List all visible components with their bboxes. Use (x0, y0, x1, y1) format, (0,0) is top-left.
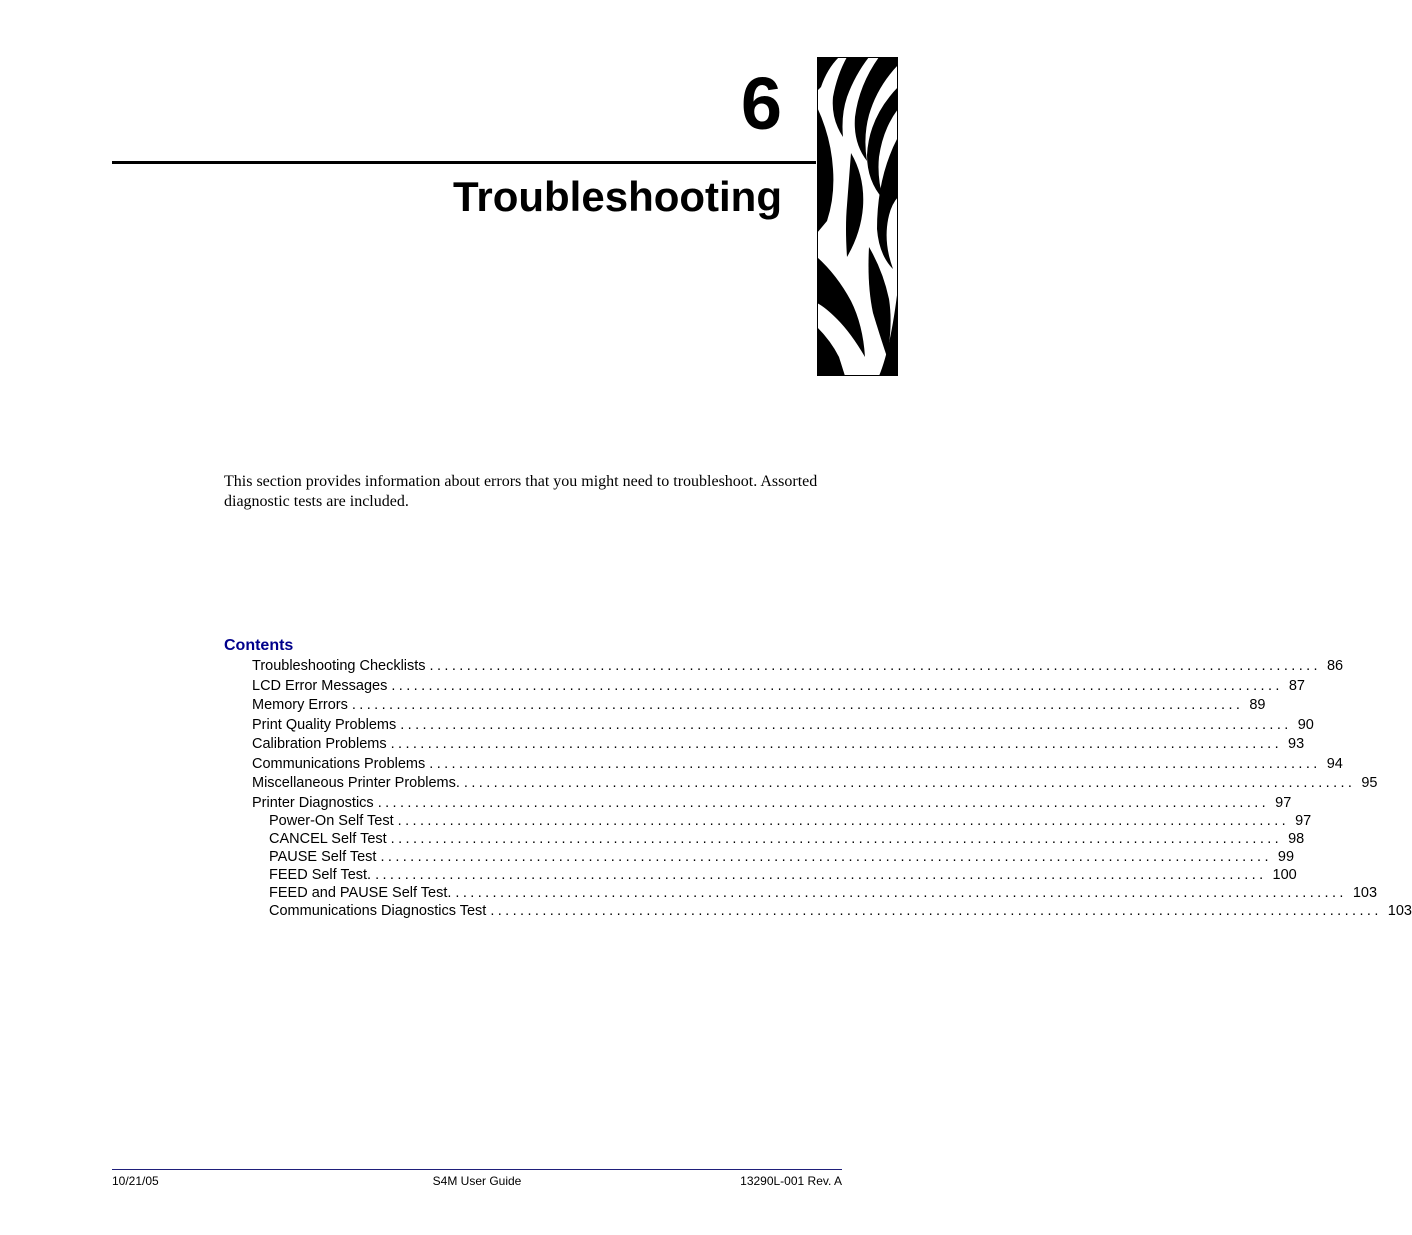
footer-doc-number: 13290L-001 Rev. A (740, 1174, 842, 1188)
toc-entry-page: 98 (1288, 830, 1305, 847)
toc-leader-dots: ........................................................................................................................ (351, 697, 1244, 713)
toc-entry-label: LCD Error Messages (252, 677, 388, 694)
toc-entry[interactable] (252, 677, 1305, 695)
toc-entry[interactable] (252, 735, 1305, 753)
toc-leader-dots: ........................................................................................................................ (380, 848, 1272, 865)
toc-entry-page: 97 (1295, 812, 1312, 829)
toc-leader-dots: ........................................................................................................................ (377, 794, 1270, 811)
toc-entry-label: PAUSE Self Test (269, 848, 377, 865)
toc-entry-label: Communications Problems (252, 755, 426, 772)
toc-leader-dots: ........................................................................................................................ (375, 866, 1267, 883)
toc-entry-page: 94 (1326, 755, 1343, 772)
toc-leader-dots: ........................................................................................................................ (390, 830, 1283, 847)
toc-leader-dots: ........................................................................................................................ (490, 902, 1382, 919)
toc-entry[interactable] (269, 830, 1305, 848)
toc-entry-label: Communications Diagnostics Test (269, 902, 487, 919)
toc-entry-label: Power-On Self Test (269, 812, 394, 829)
chapter-rule (112, 161, 816, 164)
zebra-stripes-logo (817, 57, 898, 376)
toc-entry-label: Troubleshooting Checklists (252, 658, 426, 674)
toc-leader-dots: ........................................................................................................................ (429, 658, 1321, 674)
toc-entry-label: Print Quality Problems (252, 716, 397, 733)
toc-entry[interactable] (252, 716, 1314, 734)
toc-entry-label: CANCEL Self Test (269, 830, 387, 847)
toc-leader-dots: ........................................................................................................................ (397, 812, 1290, 829)
toc-entry[interactable] (269, 866, 1297, 884)
intro-paragraph: This section provides information about errors that you might need to troubleshoot. Assorted diagnostic tests are included. (224, 473, 818, 510)
toc-entry-page: 93 (1288, 736, 1305, 752)
toc-entry-page: 86 (1326, 658, 1344, 674)
toc-entry-label: Memory Errors (252, 697, 348, 713)
toc-entry-page: 99 (1277, 848, 1295, 865)
toc-entry-page: 97 (1275, 794, 1292, 811)
toc-entry-label: FEED Self Test. (269, 866, 372, 883)
chapter-title: Troubleshooting (453, 173, 782, 220)
toc-entry[interactable] (252, 794, 1292, 812)
toc-leader-dots: ........................................................................................................................ (429, 755, 1321, 772)
toc-entry[interactable] (269, 902, 1412, 920)
toc-entry-page: 87 (1288, 677, 1305, 694)
contents-heading: Contents (224, 637, 294, 654)
toc-entry-page: 95 (1361, 775, 1378, 791)
toc-entry-label: Miscellaneous Printer Problems. (252, 775, 460, 791)
toc-leader-dots: ........................................................................................................................ (463, 775, 1356, 791)
toc-entry-page: 90 (1297, 716, 1314, 733)
toc-entry[interactable] (269, 848, 1295, 866)
footer-rule (112, 1169, 842, 1170)
toc-entry[interactable] (269, 812, 1312, 830)
toc-entry-page: 100 (1272, 866, 1297, 883)
footer-doc-title: S4M User Guide (432, 1174, 522, 1188)
toc-leader-dots: ........................................................................................................................ (391, 677, 1283, 694)
toc-entry-page: 103 (1352, 884, 1378, 901)
toc-entry-page: 103 (1387, 902, 1412, 919)
toc-leader-dots: ........................................................................................................................ (390, 736, 1283, 752)
chapter-number: 6 (740, 62, 782, 145)
toc-entry-label: FEED and PAUSE Self Test. (269, 884, 452, 901)
toc-entry[interactable] (252, 755, 1343, 773)
footer-date: 10/21/05 (112, 1174, 159, 1188)
toc-entry[interactable] (269, 884, 1378, 902)
toc-entry-label: Calibration Problems (252, 736, 387, 752)
toc-entry[interactable] (252, 657, 1344, 675)
toc-entry[interactable] (252, 774, 1378, 792)
toc-entry-page: 89 (1249, 697, 1266, 713)
toc-leader-dots: ........................................................................................................................ (400, 716, 1292, 733)
toc-entry-label: Printer Diagnostics (252, 794, 374, 811)
toc-entry[interactable] (252, 696, 1266, 714)
toc-leader-dots: ........................................................................................................................ (455, 884, 1347, 901)
